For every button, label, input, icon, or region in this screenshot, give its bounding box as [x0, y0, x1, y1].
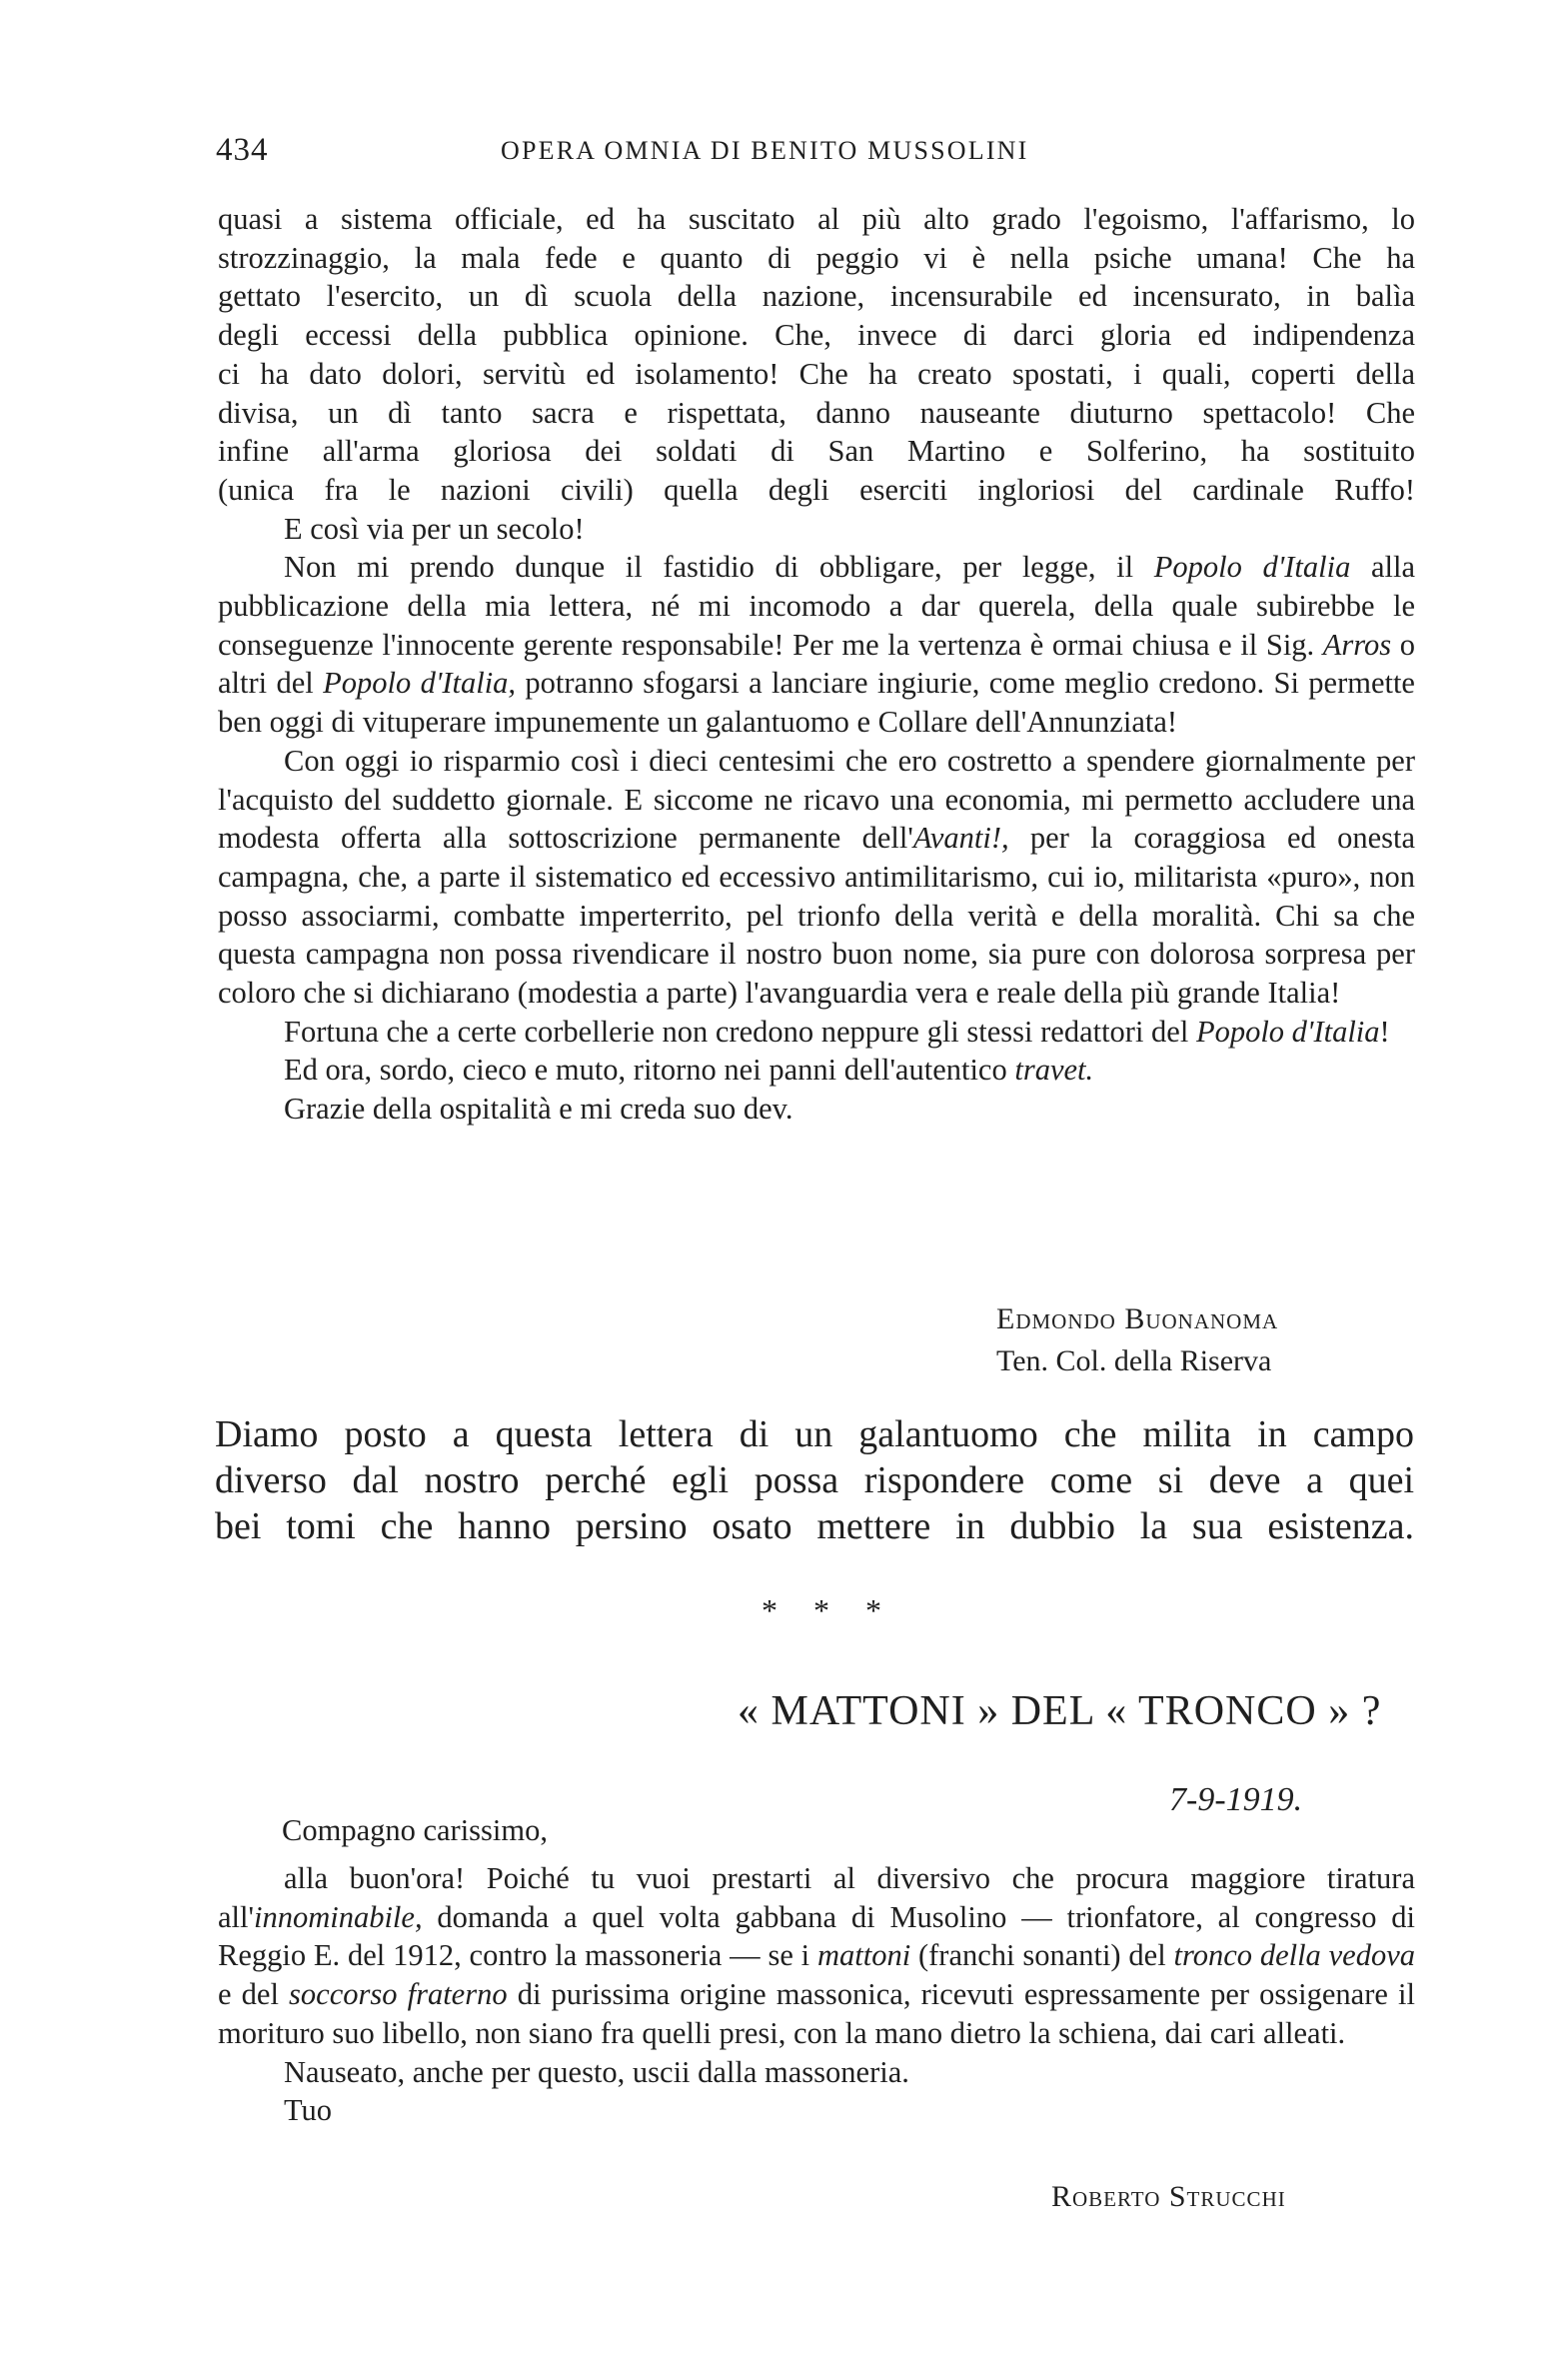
text-run: potranno sfogarsi a lanciare ingiurie, come meglio credono. Si permette ben oggi di vituperare impunemente un galantuomo e Collare dell'Annunziata!: [218, 666, 1415, 740]
paragraph: [218, 1859, 1415, 2053]
italic-word: mattoni: [816, 1938, 911, 1973]
page-header: [216, 132, 1345, 172]
letter-body: [218, 1859, 1415, 2130]
editorial-line: Diamo posto a questa lettera di un galantuomo che milita in campo: [215, 1413, 1414, 1455]
italic-word: innominabile,: [253, 1899, 423, 1934]
italic-phrase: soccorso fraterno: [289, 1977, 508, 2012]
signature-name: Roberto Strucchi: [1051, 2180, 1286, 2213]
paragraph: [218, 742, 1415, 1013]
paragraph-line: ci ha dato dolori, servitù ed isolamento! Che ha creato spostati, i quali, coperti della: [218, 356, 1415, 391]
article-date: 7-9-1919.: [1169, 1781, 1303, 1818]
signature-rank: Ten. Col. della Riserva: [996, 1344, 1272, 1377]
text-run: !: [1379, 1014, 1390, 1049]
text-run: (franchi sonanti) del: [910, 1938, 1174, 1973]
text-run: per la coraggiosa ed onesta campagna, che, a parte il sistematico ed eccessivo antimilitarismo, cui io, militarista «puro», non posso associarmi, combatte imperterrito, pel trionfo della verità e della moralità. Chi sa che questa campagna non possa rivendicare il nostro buon nome, sia pure con dolorosa sorpresa per coloro che si dichiarano (modestia a parte) l'avanguardia vera e reale della più grande Italia!: [218, 821, 1415, 1011]
italic-name: Arros: [1322, 627, 1392, 662]
signature-name: Edmondo Buonanoma: [996, 1302, 1279, 1335]
italic-title: Avanti!,: [912, 821, 1009, 856]
text-run: Fortuna che a certe corbellerie non credono neppure gli stessi redattori del: [284, 1014, 1196, 1049]
paragraph-line: strozzinaggio, la mala fede e quanto di peggio vi è nella psiche umana! Che ha: [218, 240, 1415, 275]
text-run: alla pubblicazione della mia lettera, né mi incomodo a dar querela, della quale subirebbe le conseguenze l'innocente gerente responsabile! Per me la vertenza è ormai chiusa e il Sig.: [218, 550, 1415, 662]
editorial-line: bei tomi che hanno persino osato mettere in dubbio la sua esistenza.: [215, 1505, 1414, 1547]
paragraph: [218, 1051, 1415, 1090]
paragraph: Nauseato, anche per questo, uscii dalla massoneria.: [284, 2054, 909, 2089]
text-run: Ed ora, sordo, cieco e muto, ritorno nei panni dell'autentico: [284, 1053, 1015, 1088]
paragraph-line: divisa, un dì tanto sacra e rispettata, danno nauseante diuturno spettacolo! Che: [218, 395, 1415, 430]
editorial-line: diverso dal nostro perché egli possa rispondere come si deve a quei: [215, 1459, 1414, 1501]
paragraph-line: infine all'arma gloriosa dei soldati di San Martino e Solferino, ha sostituito: [218, 434, 1415, 469]
paragraph-line: (unica fra le nazioni civili) quella degli eserciti ingloriosi del cardinale Ruffo!: [218, 472, 1415, 507]
italic-title: Popolo d'Italia,: [323, 666, 517, 701]
text-run: Con oggi io risparmio così i dieci centesimi che ero costretto a spendere giornalmente per l'acquisto del suddetto giornale. E siccome ne ricavo una economia, mi permetto accludere una modesta offerta alla sottoscrizione permanente dell': [218, 743, 1415, 856]
text-run: e del: [218, 1977, 290, 2012]
salutation: Compagno carissimo,: [282, 1813, 548, 1847]
text-run: Non mi prendo dunque il fastidio di obbligare, per legge, il: [284, 550, 1154, 585]
letter-body: [218, 200, 1415, 1129]
text-run: alla buon'ora! Poiché tu vuoi prestarti al diversivo che procura maggiore tiratura all': [218, 1861, 1415, 1934]
paragraph: [218, 1013, 1415, 1052]
text-run: di purissima origine massonica, ricevuti espressamente per ossigenare il morituro suo libello, non siano fra quelli presi, con la mano dietro la schiena, dai cari alleati.: [218, 1977, 1415, 2050]
text-run: domanda a quel volta gabbana di Musolino — trionfatore, al congresso di Reggio E. del 1912, contro la massoneria — se i: [218, 1899, 1415, 1973]
paragraph-line: gettato l'esercito, un dì scuola della nazione, incensurabile ed incensurato, in balìa: [218, 279, 1415, 314]
italic-word: travet.: [1014, 1053, 1094, 1088]
page-number: 434: [216, 132, 269, 168]
editorial-note: [215, 1411, 1414, 1549]
running-head: OPERA OMNIA DI BENITO MUSSOLINI: [501, 136, 1029, 165]
article-title: « MATTONI » DEL « TRONCO » ?: [738, 1688, 1382, 1734]
text-run: o altri del: [218, 627, 1415, 701]
paragraph-line: quasi a sistema officiale, ed ha suscitato al più alto grado l'egoismo, l'affarismo, lo: [218, 202, 1415, 236]
italic-title: Popolo d'Italia: [1195, 1014, 1380, 1049]
section-separator: * * *: [762, 1592, 895, 1628]
italic-title: Popolo d'Italia: [1153, 550, 1351, 585]
paragraph: E così via per un secolo!: [284, 511, 585, 546]
paragraph: Grazie della ospitalità e mi creda suo dev.: [284, 1092, 793, 1127]
paragraph: Tuo: [284, 2093, 333, 2128]
paragraph: [218, 548, 1415, 742]
italic-phrase: tronco della vedova: [1173, 1938, 1415, 1973]
paragraph-line: degli eccessi della pubblica opinione. Che, invece di darci gloria ed indipendenza: [218, 318, 1415, 353]
